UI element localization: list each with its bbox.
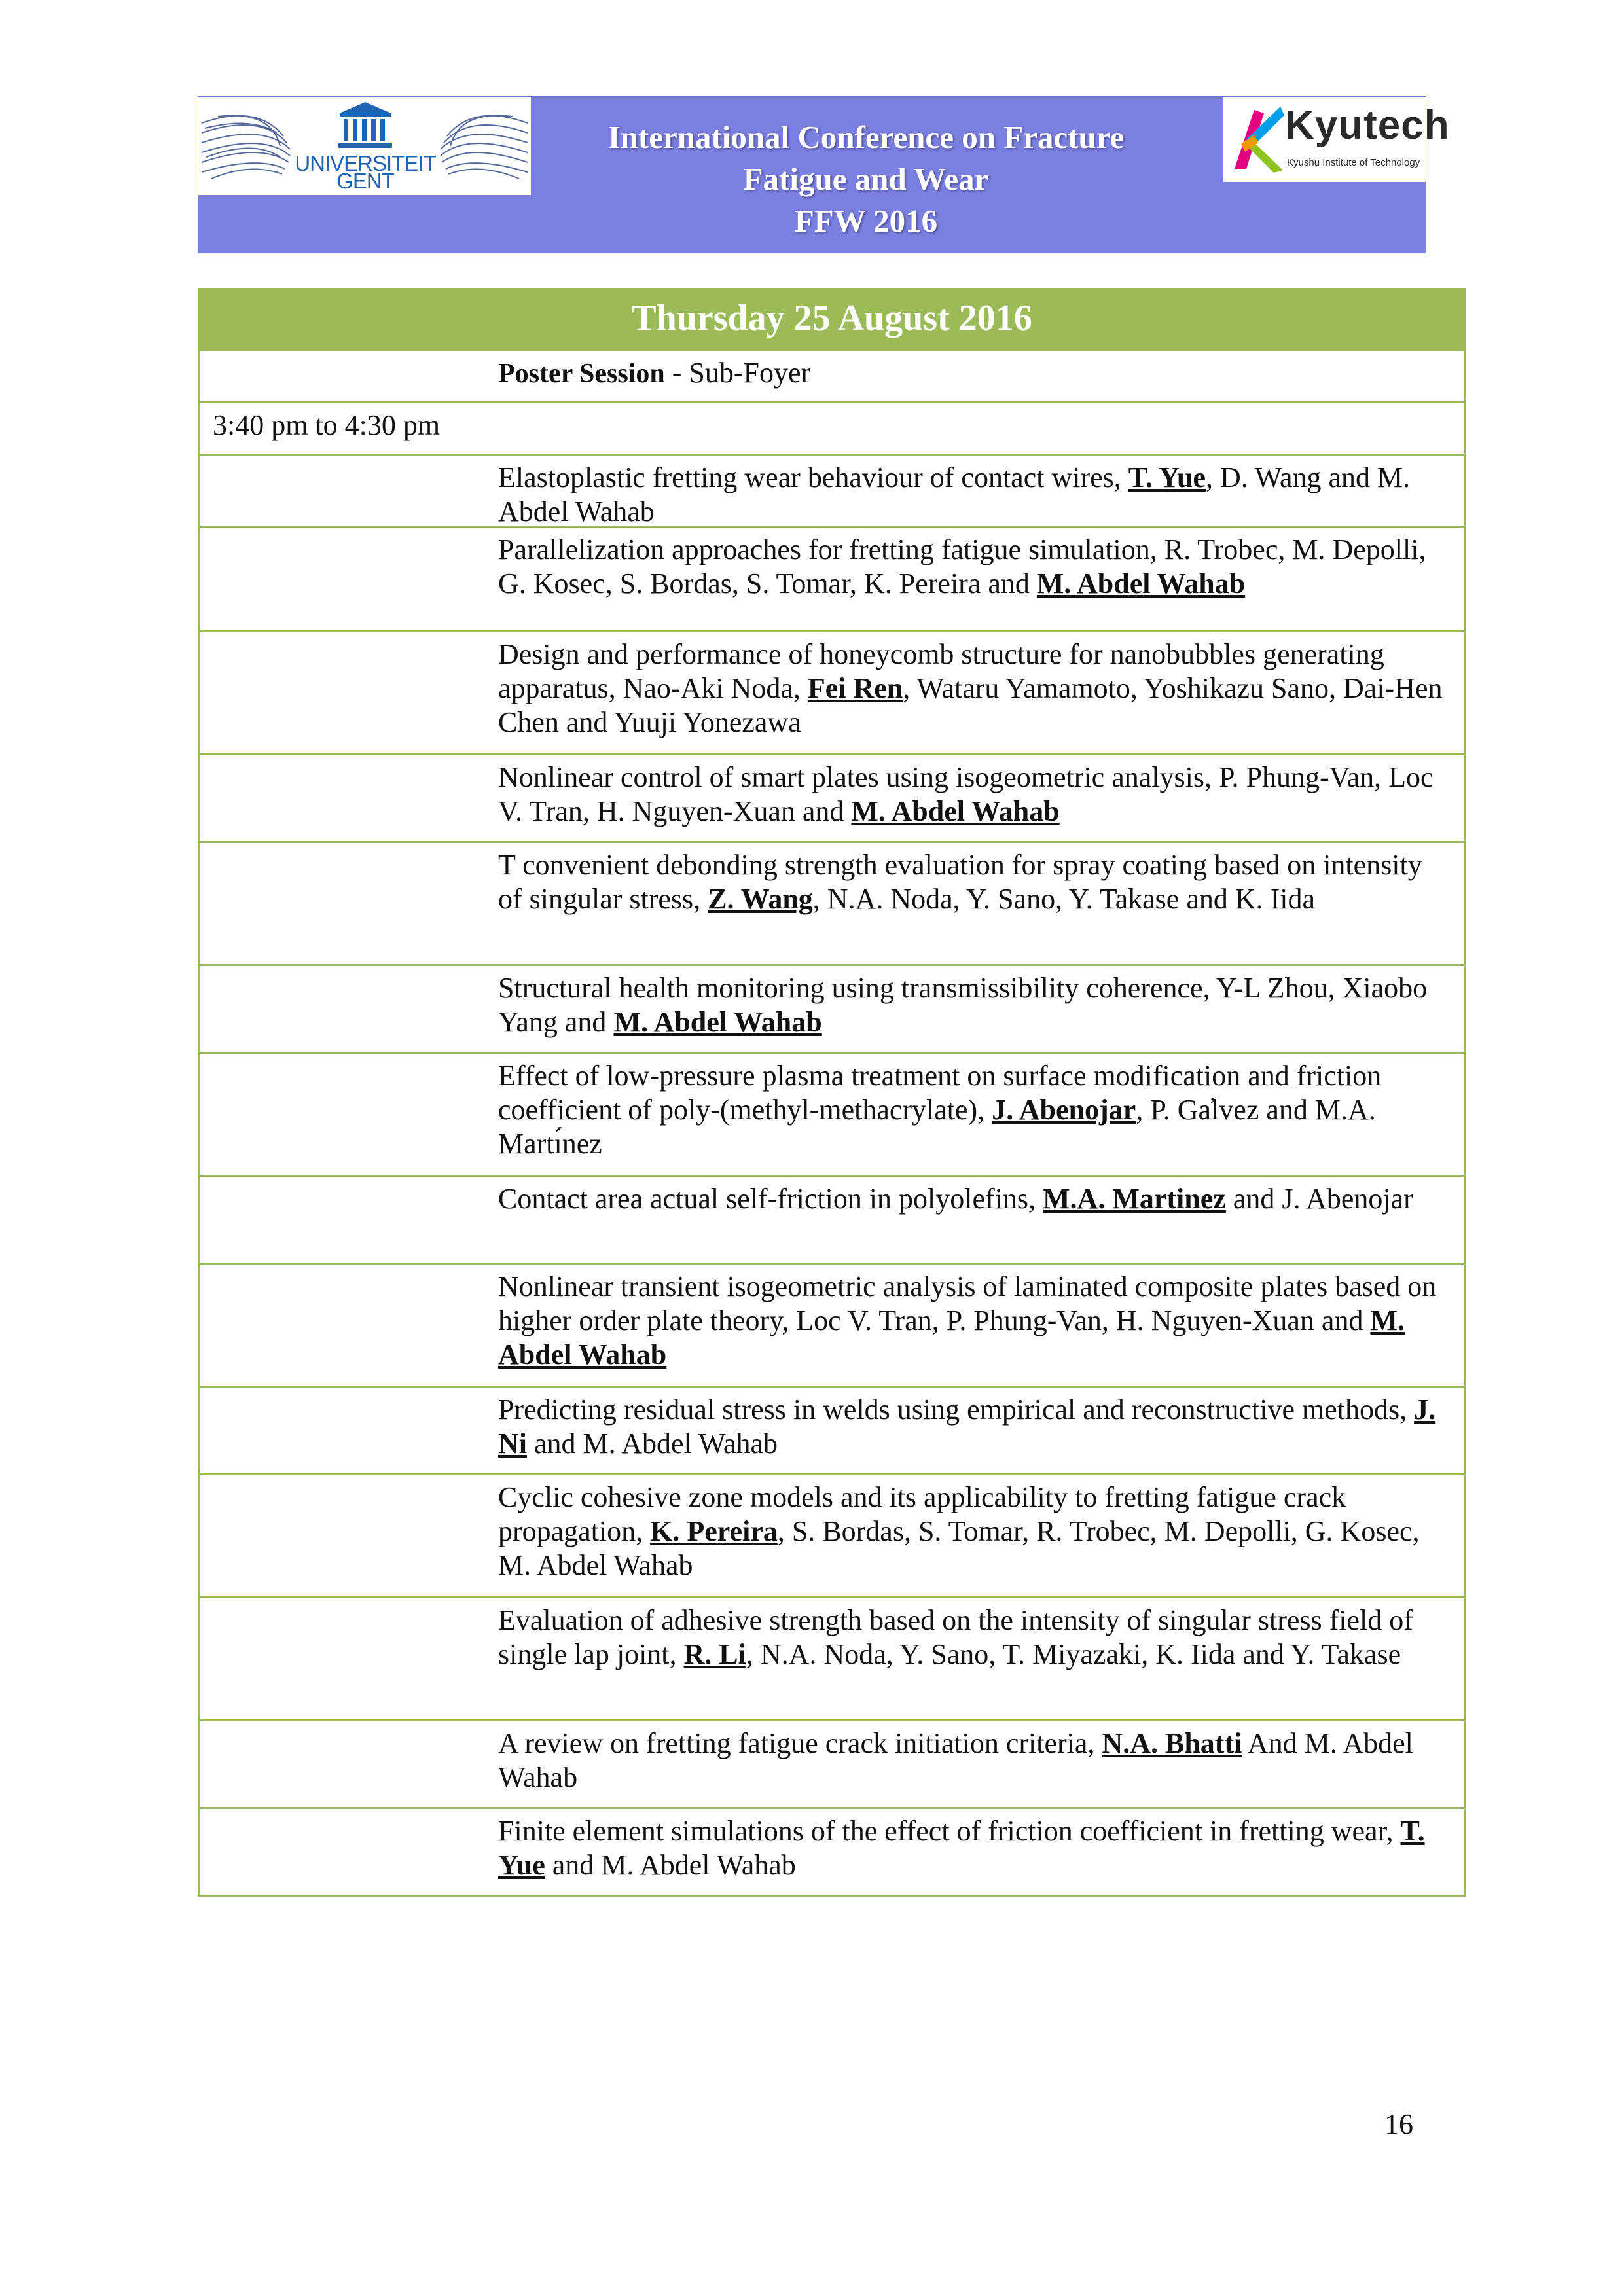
presenter-name: N.A. Bhatti: [1102, 1727, 1242, 1759]
time-cell: [200, 1809, 494, 1895]
paper-coauthors: , N.A. Noda, Y. Sano, Y. Takase and K. Iida: [812, 883, 1316, 915]
time-cell: [200, 843, 494, 964]
session-label: Poster Session: [498, 359, 665, 389]
schedule-table: [198, 288, 1466, 1897]
presenter-name: J. Abenojar: [992, 1094, 1136, 1126]
paper-title: Effect of low-pressure plasma treatment on surface modification and friction coefficient of poly-(methyl-methacrylate),: [498, 1060, 1382, 1126]
paper-entry: [494, 755, 1464, 841]
table-row: [198, 1177, 1466, 1265]
paper-coauthors: and J. Abenojar: [1225, 1183, 1413, 1215]
time-cell: [200, 966, 494, 1052]
paper-title: Elastoplastic fretting wear behaviour of contact wires,: [498, 461, 1128, 493]
paper-title: A review on fretting fatigue crack initiation criteria,: [498, 1727, 1102, 1759]
paper-entry: [494, 1721, 1464, 1807]
paper-coauthors: , S. Bordas, S. Tomar, R. Trobec, M. Depolli, G. Kosec, M. Abdel Wahab: [498, 1515, 1420, 1581]
presenter-name: Fei Ren: [807, 672, 903, 704]
paper-title: Evaluation of adhesive strength based on the intensity of singular stress field of single lap joint,: [498, 1604, 1413, 1670]
kyutech-logo: [1223, 97, 1450, 182]
presenter-name: R. Li: [683, 1638, 746, 1670]
conference-title-line: FFW 2016: [794, 203, 938, 239]
conference-title: [532, 117, 1200, 242]
time-cell: [200, 456, 494, 526]
table-row: [198, 1265, 1466, 1388]
time-cell: [200, 1475, 494, 1596]
table-row: [198, 456, 1466, 528]
presenter-name: J. Ni: [498, 1393, 1436, 1460]
day-title: Thursday 25 August 2016: [198, 288, 1466, 351]
paper-title: Predicting residual stress in welds using empirical and reconstructive methods,: [498, 1393, 1415, 1426]
paper-coauthors: and M. Abdel Wahab: [527, 1427, 778, 1460]
session-row: [198, 351, 1466, 403]
table-row: [198, 1475, 1466, 1598]
conference-title-line: Fatigue and Wear: [743, 161, 989, 197]
universiteit-gent-logo: [198, 97, 531, 195]
table-row: [198, 632, 1466, 755]
time-cell: [200, 1177, 494, 1263]
paper-title: Contact area actual self-friction in polyolefins,: [498, 1183, 1043, 1215]
time-cell: [200, 528, 494, 630]
paper-entry: [494, 456, 1464, 526]
paper-coauthors: , D. Wang and M. Abdel Wahab: [498, 461, 1411, 528]
table-row: [198, 1054, 1466, 1177]
paper-title: Design and performance of honeycomb structure for nanobubbles generating apparatus, Nao-Aki Noda,: [498, 638, 1384, 704]
table-row: [198, 1721, 1466, 1809]
table-row: [198, 1598, 1466, 1721]
paper-title: Finite element simulations of the effect of friction coefficient in fretting wear,: [498, 1815, 1401, 1847]
desc-cell: [494, 403, 1464, 454]
time-cell: 3:40 pm to 4:30 pm: [213, 409, 441, 441]
presenter-name: M. Abdel Wahab: [498, 1304, 1405, 1371]
paper-title: Parallelization approaches for fretting fatigue simulation, R. Trobec, M. Depolli, G. Kosec, S. Bordas, S. Tomar, K. Pereira and: [498, 533, 1426, 600]
conference-title-line: International Conference on Fracture: [607, 119, 1125, 155]
building-icon: [338, 102, 392, 148]
presenter-name: M. Abdel Wahab: [851, 795, 1060, 827]
time-cell: [200, 632, 494, 753]
paper-title: Nonlinear control of smart plates using isogeometric analysis, P. Phung-Van, Loc V. Tran, H. Nguyen-Xuan and: [498, 761, 1434, 827]
paper-coauthors: and M. Abdel Wahab: [545, 1849, 796, 1881]
table-row: [198, 755, 1466, 843]
table-row: [198, 1809, 1466, 1897]
paper-title: Nonlinear transient isogeometric analysis of laminated composite plates based on higher order plate theory, Loc V. Tran, P. Phung-Van, H. Nguyen-Xuan and: [498, 1270, 1437, 1336]
paper-entry: [494, 966, 1464, 1052]
page-number: 16: [1384, 2108, 1413, 2140]
time-cell: [200, 1265, 494, 1386]
session-separator: -: [664, 357, 689, 389]
paper-entry: [494, 1809, 1464, 1895]
paper-coauthors: And M. Abdel Wahab: [498, 1727, 1413, 1793]
time-cell: [200, 1598, 494, 1719]
session-location: Sub-Foyer: [689, 357, 811, 389]
paper-entry: [494, 1388, 1464, 1473]
time-cell: [200, 755, 494, 841]
presenter-name: Z. Wang: [708, 883, 813, 915]
table-row: [198, 966, 1466, 1054]
table-row: [198, 528, 1466, 632]
paper-entry: [494, 1054, 1464, 1175]
paper-entry: [494, 1265, 1464, 1386]
presenter-name: K. Pereira: [650, 1515, 778, 1547]
table-row: [198, 1388, 1466, 1475]
time-row: [198, 403, 1466, 456]
conference-banner: [198, 96, 1450, 253]
time-cell: [200, 1721, 494, 1807]
presenter-name: M.A. Martinez: [1043, 1183, 1226, 1215]
paper-title: Cyclic cohesive zone models and its applicability to fretting fatigue crack propagation,: [498, 1481, 1346, 1547]
paper-entry: [494, 843, 1464, 964]
paper-entry: [494, 1177, 1464, 1263]
time-cell: [200, 1388, 494, 1473]
time-cell: [200, 1054, 494, 1175]
paper-coauthors: , P. Ga̕lvez and M.A. Martı́nez: [498, 1094, 1376, 1160]
presenter-name: T. Yue: [498, 1815, 1425, 1881]
presenter-name: T. Yue: [1128, 461, 1206, 493]
paper-entry: [494, 632, 1464, 753]
presenter-name: M. Abdel Wahab: [1036, 567, 1246, 600]
presenter-name: M. Abdel Wahab: [613, 1006, 822, 1038]
paper-entry: [494, 1598, 1464, 1719]
session-cell: [494, 351, 1464, 401]
paper-title: Structural health monitoring using transmissibility coherence, Y-L Zhou, Xiaobo Yang and: [498, 972, 1428, 1038]
gent-logo-text: UNIVERSITEIT GENT: [295, 151, 436, 193]
kyutech-subtitle: Kyushu Institute of Technology: [1287, 157, 1420, 168]
table-row: [198, 843, 1466, 966]
paper-coauthors: , Wataru Yamamoto, Yoshikazu Sano, Dai-Hen Chen and Yuuji Yonezawa: [498, 672, 1443, 738]
paper-coauthors: , N.A. Noda, Y. Sano, T. Miyazaki, K. Iida and Y. Takase: [746, 1638, 1401, 1670]
kyutech-name: Kyutech: [1285, 103, 1450, 148]
paper-entry: [494, 528, 1464, 630]
paper-entry: [494, 1475, 1464, 1596]
paper-title: T convenient debonding strength evaluation for spray coating based on intensity of singular stress,: [498, 849, 1422, 915]
time-cell: [200, 351, 494, 401]
kyutech-mark-icon: [1228, 103, 1287, 175]
